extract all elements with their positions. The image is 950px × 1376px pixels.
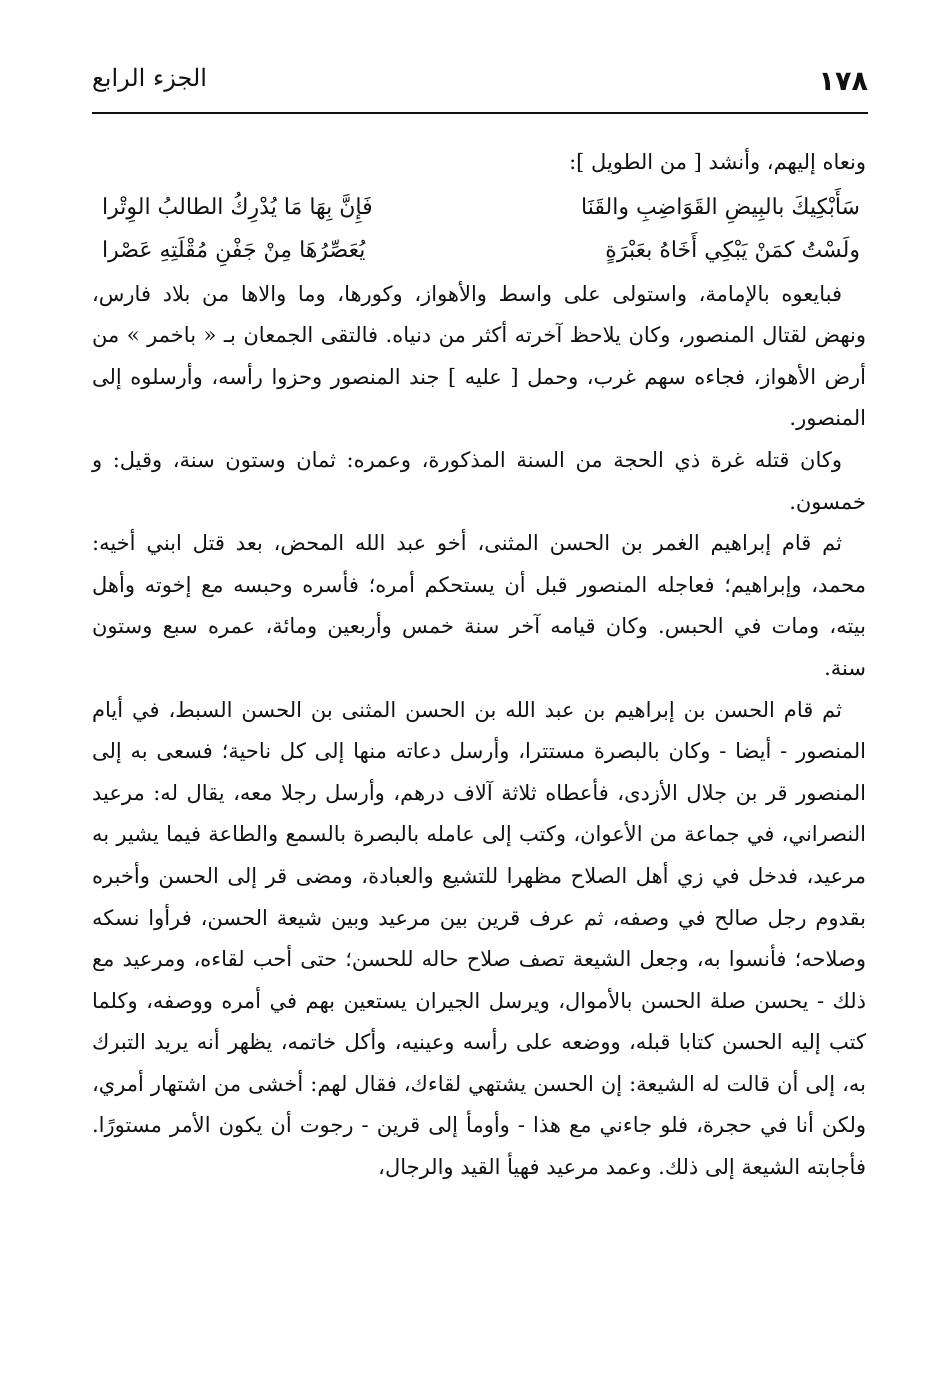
page-body	[92, 142, 866, 1189]
poem-block	[92, 186, 866, 272]
body-paragraph: ثم قام الحسن بن إبراهيم بن عبد الله بن الحسن المثنى بن الحسن السبط، في أيام المنصور - أيضا - وكان بالبصرة مستترا، وأرسل دعاته منها إلى كل ناحية؛ فسعى به إلى المنصور قر بن جلال الأزدى، فأعطاه ثلاثة آلاف درهم، وأرسل رجلا معه، يقال له: مرعيد النصراني، في جماعة من الأعوان، وكتب إلى عامله بالبصرة بالسمع والطاعة فيما يشير به مرعيد، فدخل في زي أهل الصلاح مظهرا للتشيع والعبادة، ومضى قر إلى الحسن وأخبره بقدوم رجل صالح في وصفه، ثم عرف قرين بين مرعيد وبين شيعة الحسن، فرأوا نسكه وصلاحه؛ فأنسوا به، وجعل الشيعة تصف صلاح حاله للحسن؛ حتى أحب لقاءه، ومرعيد مع ذلك - يحسن صلة الحسن بالأموال، ويرسل الجيران يستعين بهم في أمره ووصفه، وكلما كتب إليه الحسن كتابا قبله، ووضعه على رأسه وعينيه، وأكل خاتمه، يظهر أنه يريد التبرك به، إلى أن قالت له الشيعة: إن الحسن يشتهي لقاءك، فقال لهم: أخشى من اشتهار أمري، ولكن أنا في حجرة، فلو جاءني مع هذا - وأومأ إلى قرين - رجوت أن يكون الأمر مستورًا. فأجابته الشيعة إلى ذلك. وعمد مرعيد فهيأ القيد والرجال،	[92, 697, 866, 1180]
header-divider	[92, 112, 868, 114]
page-number: ١٧٨	[818, 66, 868, 97]
verse-first-hemistich: سَأَبْكِيكَ بالبِيضِ القَوَاضِبِ والقَنَا	[581, 194, 860, 220]
verse-second-hemistich: فَإِنَّ بِهَا مَا يُدْرِكُ الطالبُ الوِتْرا	[102, 194, 373, 220]
body-paragraph: فبايعوه بالإمامة، واستولى على واسط والأهواز، وكورها، وما والاها من بلاد فارس، ونهض لقتال المنصور، وكان يلاحظ آخرته أكثر من دنياه. فالتقى الجمعان بـ « باخمر » من أرض الأهواز، فجاءه سهم غرب، وحمل [ عليه ] جند المنصور وحزوا رأسه، وأرسلوه إلى المنصور.	[92, 281, 866, 431]
running-title: الجزء الرابع	[92, 64, 207, 92]
body-paragraph: ثم قام إبراهيم الغمر بن الحسن المثنى، أخو عبد الله المحض، بعد قتل ابني أخيه: محمد، وإبراهيم؛ فعاجله المنصور قبل أن يستحكم أمره؛ فأسره وحبسه مع إخوته وأهل بيته، ومات في الحبس. وكان قيامه آخر سنة خمس وأربعين ومائة، عمره سبع وستون سنة.	[92, 531, 866, 680]
intro-line: ونعاه إليهم، وأنشد [ من الطويل ]:	[569, 150, 866, 174]
body-paragraph: وكان قتله غرة ذي الحجة من السنة المذكورة، وعمره: ثمان وستون سنة، وقيل: و خمسون.	[92, 447, 866, 514]
page-header	[92, 64, 868, 104]
verse-first-hemistich: ولَسْتُ كمَنْ يَبْكِي أَخَاهُ بعَبْرَةٍ	[605, 237, 860, 263]
verse-second-hemistich: يُعَصِّرُهَا مِنْ جَفْنِ مُقْلَتِهِ عَصْرا	[102, 237, 366, 263]
poem-verse	[92, 186, 866, 229]
poem-verse	[92, 229, 866, 272]
